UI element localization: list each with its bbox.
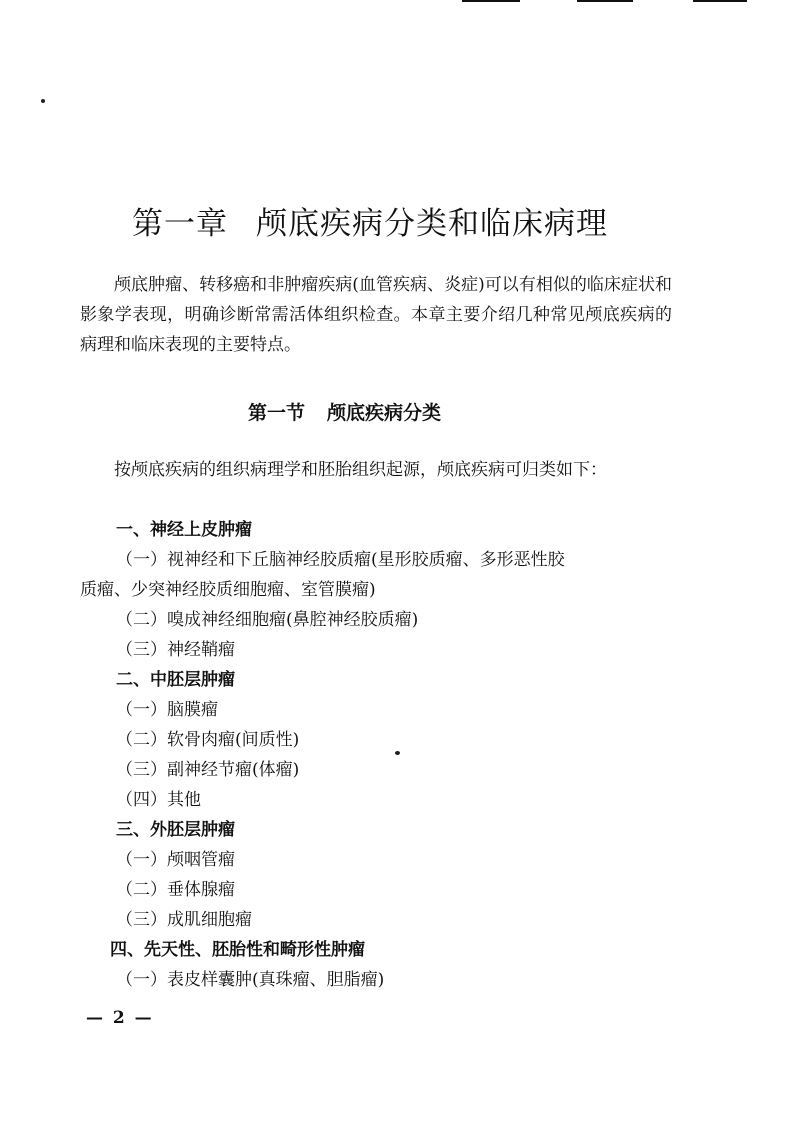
outline-item: （二）软骨肉瘤(间质性) bbox=[116, 730, 300, 750]
outline-item-continuation: 质瘤、少突神经胶质细胞瘤、室管膜瘤) bbox=[80, 580, 376, 600]
outline-item: （三）神经鞘瘤 bbox=[116, 640, 235, 660]
classification-outline bbox=[80, 515, 680, 995]
section-title bbox=[248, 398, 441, 425]
outline-heading: 一、神经上皮肿瘤 bbox=[116, 520, 252, 540]
header-mark bbox=[577, 0, 633, 2]
outline-item-text: （一）视神经和下丘脑神经胶质瘤(星形胶质瘤、多形恶性胶 bbox=[116, 550, 565, 570]
header-mark bbox=[462, 0, 520, 2]
outline-item: （一）脑膜瘤 bbox=[116, 700, 218, 720]
outline-item: （三）副神经节瘤(体瘤) bbox=[116, 760, 300, 780]
section-heading: 颅底疾病分类 bbox=[327, 402, 442, 424]
scan-speck bbox=[41, 99, 45, 103]
chapter-label: 第一章 bbox=[132, 206, 228, 242]
outline-heading: 四、先天性、胚胎性和畸形性肿瘤 bbox=[110, 940, 365, 960]
page-number: — 2 — bbox=[86, 1008, 154, 1028]
outline-item: （一）表皮样囊肿(真珠瘤、胆脂瘤) bbox=[116, 970, 385, 990]
classification-paragraph: 按颅底疾病的组织病理学和胚胎组织起源，颅底疾病可归类如下： bbox=[114, 460, 607, 480]
chapter-heading: 颅底疾病分类和临床病理 bbox=[256, 206, 608, 242]
outline-item bbox=[80, 545, 680, 605]
header-mark bbox=[693, 0, 747, 2]
outline-item: （三）成肌细胞瘤 bbox=[116, 910, 252, 930]
intro-paragraph: 颅底肿瘤、转移癌和非肿瘤疾病(血管疾病、炎症)可以有相似的临床症状和影象学表现，明确诊断常需活体组织检查。本章主要介绍几种常见颅底疾病的病理和临床表现的主要特点。 bbox=[80, 275, 672, 355]
section-label: 第一节 bbox=[248, 402, 306, 424]
outline-item: （二）嗅成神经细胞瘤(鼻腔神经胶质瘤) bbox=[116, 610, 419, 630]
outline-heading: 三、外胚层肿瘤 bbox=[116, 820, 235, 840]
outline-item: （四）其他 bbox=[116, 790, 201, 810]
outline-heading: 二、中胚层肿瘤 bbox=[116, 670, 235, 690]
outline-item: （二）垂体腺瘤 bbox=[116, 880, 235, 900]
chapter-title bbox=[132, 198, 608, 243]
outline-item: （一）颅咽管瘤 bbox=[116, 850, 235, 870]
